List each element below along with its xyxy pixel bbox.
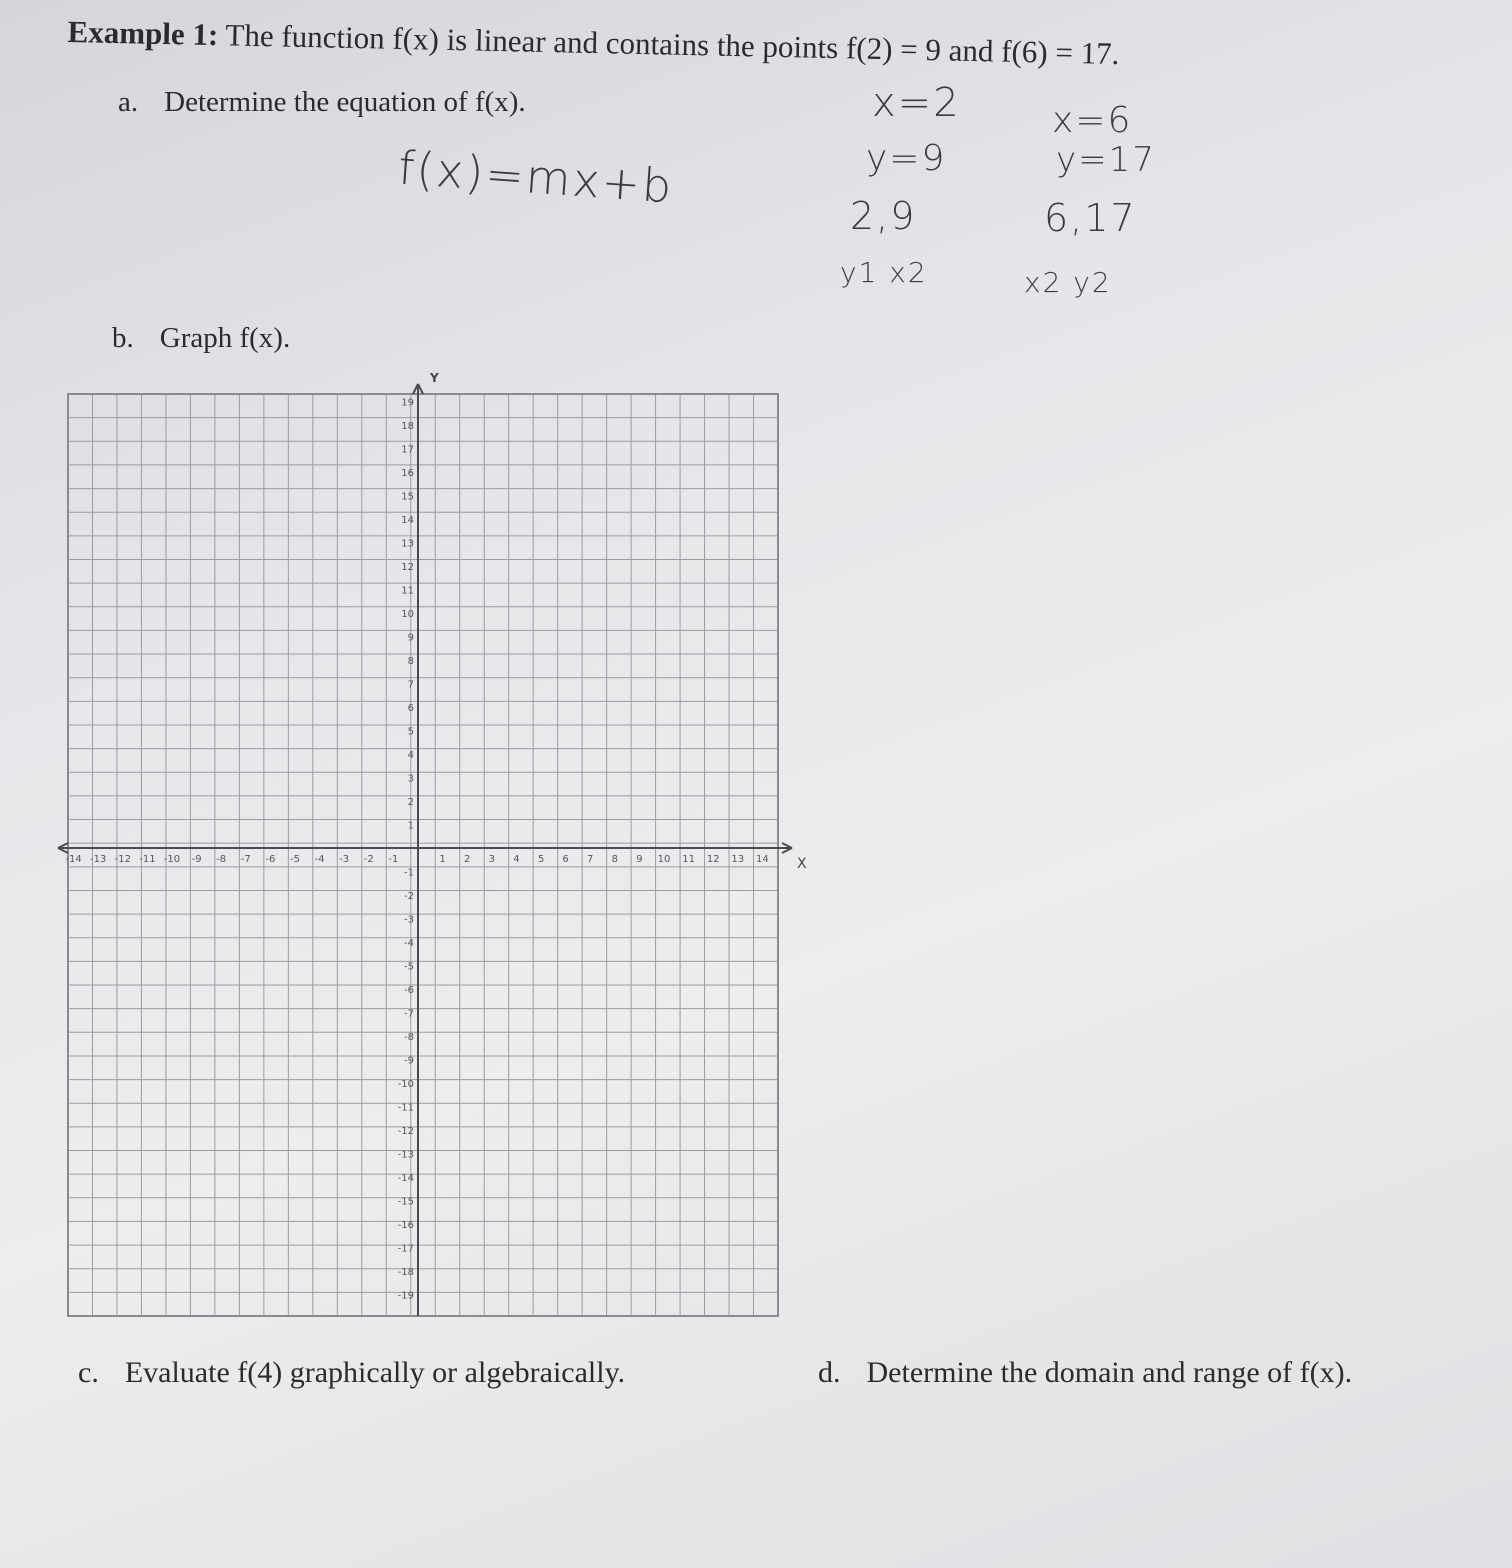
x-tick-label: 14: [756, 854, 769, 865]
handwritten-y2: y=17: [1056, 140, 1156, 180]
x-tick-label: 7: [587, 854, 594, 865]
x-tick-label: 1: [439, 854, 446, 865]
y-tick-label: -12: [397, 1126, 414, 1137]
y-tick-label: 8: [407, 656, 414, 667]
y-tick-label: -17: [397, 1243, 414, 1255]
y-tick-label: -15: [397, 1196, 414, 1208]
question-c-letter: c.: [78, 1356, 99, 1389]
y-tick-label: 3: [407, 773, 414, 785]
y-tick-label: 18: [401, 421, 414, 432]
x-tick-label: -1: [388, 854, 399, 865]
handwritten-point2-labels: x2 y2: [1024, 266, 1112, 299]
y-tick-label: 10: [401, 609, 414, 620]
x-tick-label: -10: [163, 854, 181, 865]
question-c-text: Evaluate f(4) graphically or algebraically.: [124, 1356, 626, 1389]
y-tick-labels: [398, 398, 414, 1302]
question-d-letter: d.: [818, 1356, 841, 1389]
x-tick-label: -5: [290, 854, 300, 865]
x-tick-label: 3: [488, 854, 495, 865]
x-tick-label: -12: [114, 854, 131, 865]
y-tick-label: -19: [397, 1290, 414, 1302]
y-tick-label: 13: [401, 538, 414, 550]
y-axis-label: Y: [430, 371, 439, 385]
example-heading: Example 1:: [67, 14, 219, 53]
question-d-text: Determine the domain and range of f(x).: [866, 1356, 1353, 1389]
handwritten-equation: f(x)=mx+b: [396, 140, 676, 214]
y-tick-label: -11: [397, 1102, 414, 1114]
question-b-letter: b.: [112, 322, 134, 354]
question-a-letter: a.: [118, 86, 139, 118]
x-tick-label: -6: [265, 854, 276, 865]
y-tick-label: 5: [407, 726, 414, 738]
x-tick-label: -13: [90, 854, 107, 865]
x-tick-label: -11: [139, 854, 156, 865]
y-tick-label: -9: [404, 1055, 414, 1067]
y-tick-label: 2: [407, 797, 414, 808]
x-tick-label: 6: [562, 854, 569, 865]
y-tick-label: -3: [404, 914, 414, 926]
y-tick-label: -2: [404, 891, 414, 902]
y-tick-label: -14: [397, 1173, 414, 1184]
y-tick-label: -7: [404, 1008, 414, 1020]
x-tick-label: 8: [611, 854, 618, 865]
x-tick-label: -8: [216, 854, 227, 865]
y-tick-label: 9: [407, 632, 414, 644]
x-tick-label: 9: [636, 854, 643, 865]
x-tick-label: -2: [363, 854, 374, 865]
handwritten-point1-labels: y1 x2: [840, 256, 928, 289]
x-tick-label: 4: [513, 854, 520, 865]
y-tick-label: 14: [401, 515, 414, 526]
handwritten-x2: x=6: [1052, 100, 1133, 141]
x-tick-label: 11: [682, 854, 695, 865]
y-tick-label: -1: [404, 867, 414, 879]
x-axis-label: X: [797, 856, 807, 872]
y-tick-label: 17: [401, 444, 414, 456]
example-statement: The function f(x) is linear and contains the points f(2) = 9 and f(6) = 17.: [225, 17, 1120, 72]
x-tick-label: 2: [464, 854, 471, 865]
x-tick-label: -4: [314, 854, 325, 865]
y-tick-label: -13: [397, 1149, 414, 1161]
question-a-text: Determine the equation of f(x).: [164, 86, 526, 118]
y-tick-label: -16: [397, 1220, 414, 1231]
y-tick-label: 6: [407, 703, 414, 714]
y-tick-label: 19: [401, 397, 414, 409]
y-tick-label: -10: [397, 1079, 414, 1090]
y-tick-label: 16: [401, 468, 414, 479]
y-tick-label: -8: [404, 1032, 414, 1043]
handwritten-point2: 6,17: [1044, 196, 1137, 240]
axes: [58, 384, 792, 1316]
y-tick-label: -4: [404, 938, 414, 949]
y-tick-label: -6: [404, 985, 414, 996]
x-tick-label: -7: [240, 854, 251, 865]
question-b-text: Graph f(x).: [159, 322, 291, 354]
y-tick-label: 7: [407, 679, 414, 691]
x-tick-label: -3: [339, 854, 350, 865]
y-tick-label: -18: [397, 1267, 414, 1278]
y-tick-label: 1: [407, 820, 414, 832]
y-tick-label: 4: [407, 750, 414, 761]
y-tick-label: 12: [401, 562, 414, 573]
handwritten-y1: y=9: [866, 138, 947, 179]
x-tick-label: 12: [706, 854, 720, 865]
handwritten-x1: x=2: [872, 80, 961, 126]
handwritten-point1: 2,9: [850, 194, 917, 238]
x-tick-label: 10: [657, 854, 671, 865]
x-tick-label: 13: [731, 854, 745, 865]
y-tick-label: 15: [401, 491, 414, 503]
x-tick-label: -14: [65, 854, 82, 865]
y-tick-label: 11: [401, 585, 414, 597]
x-tick-label: -9: [191, 854, 202, 865]
x-tick-label: 5: [537, 854, 545, 865]
y-tick-label: -5: [404, 961, 414, 973]
